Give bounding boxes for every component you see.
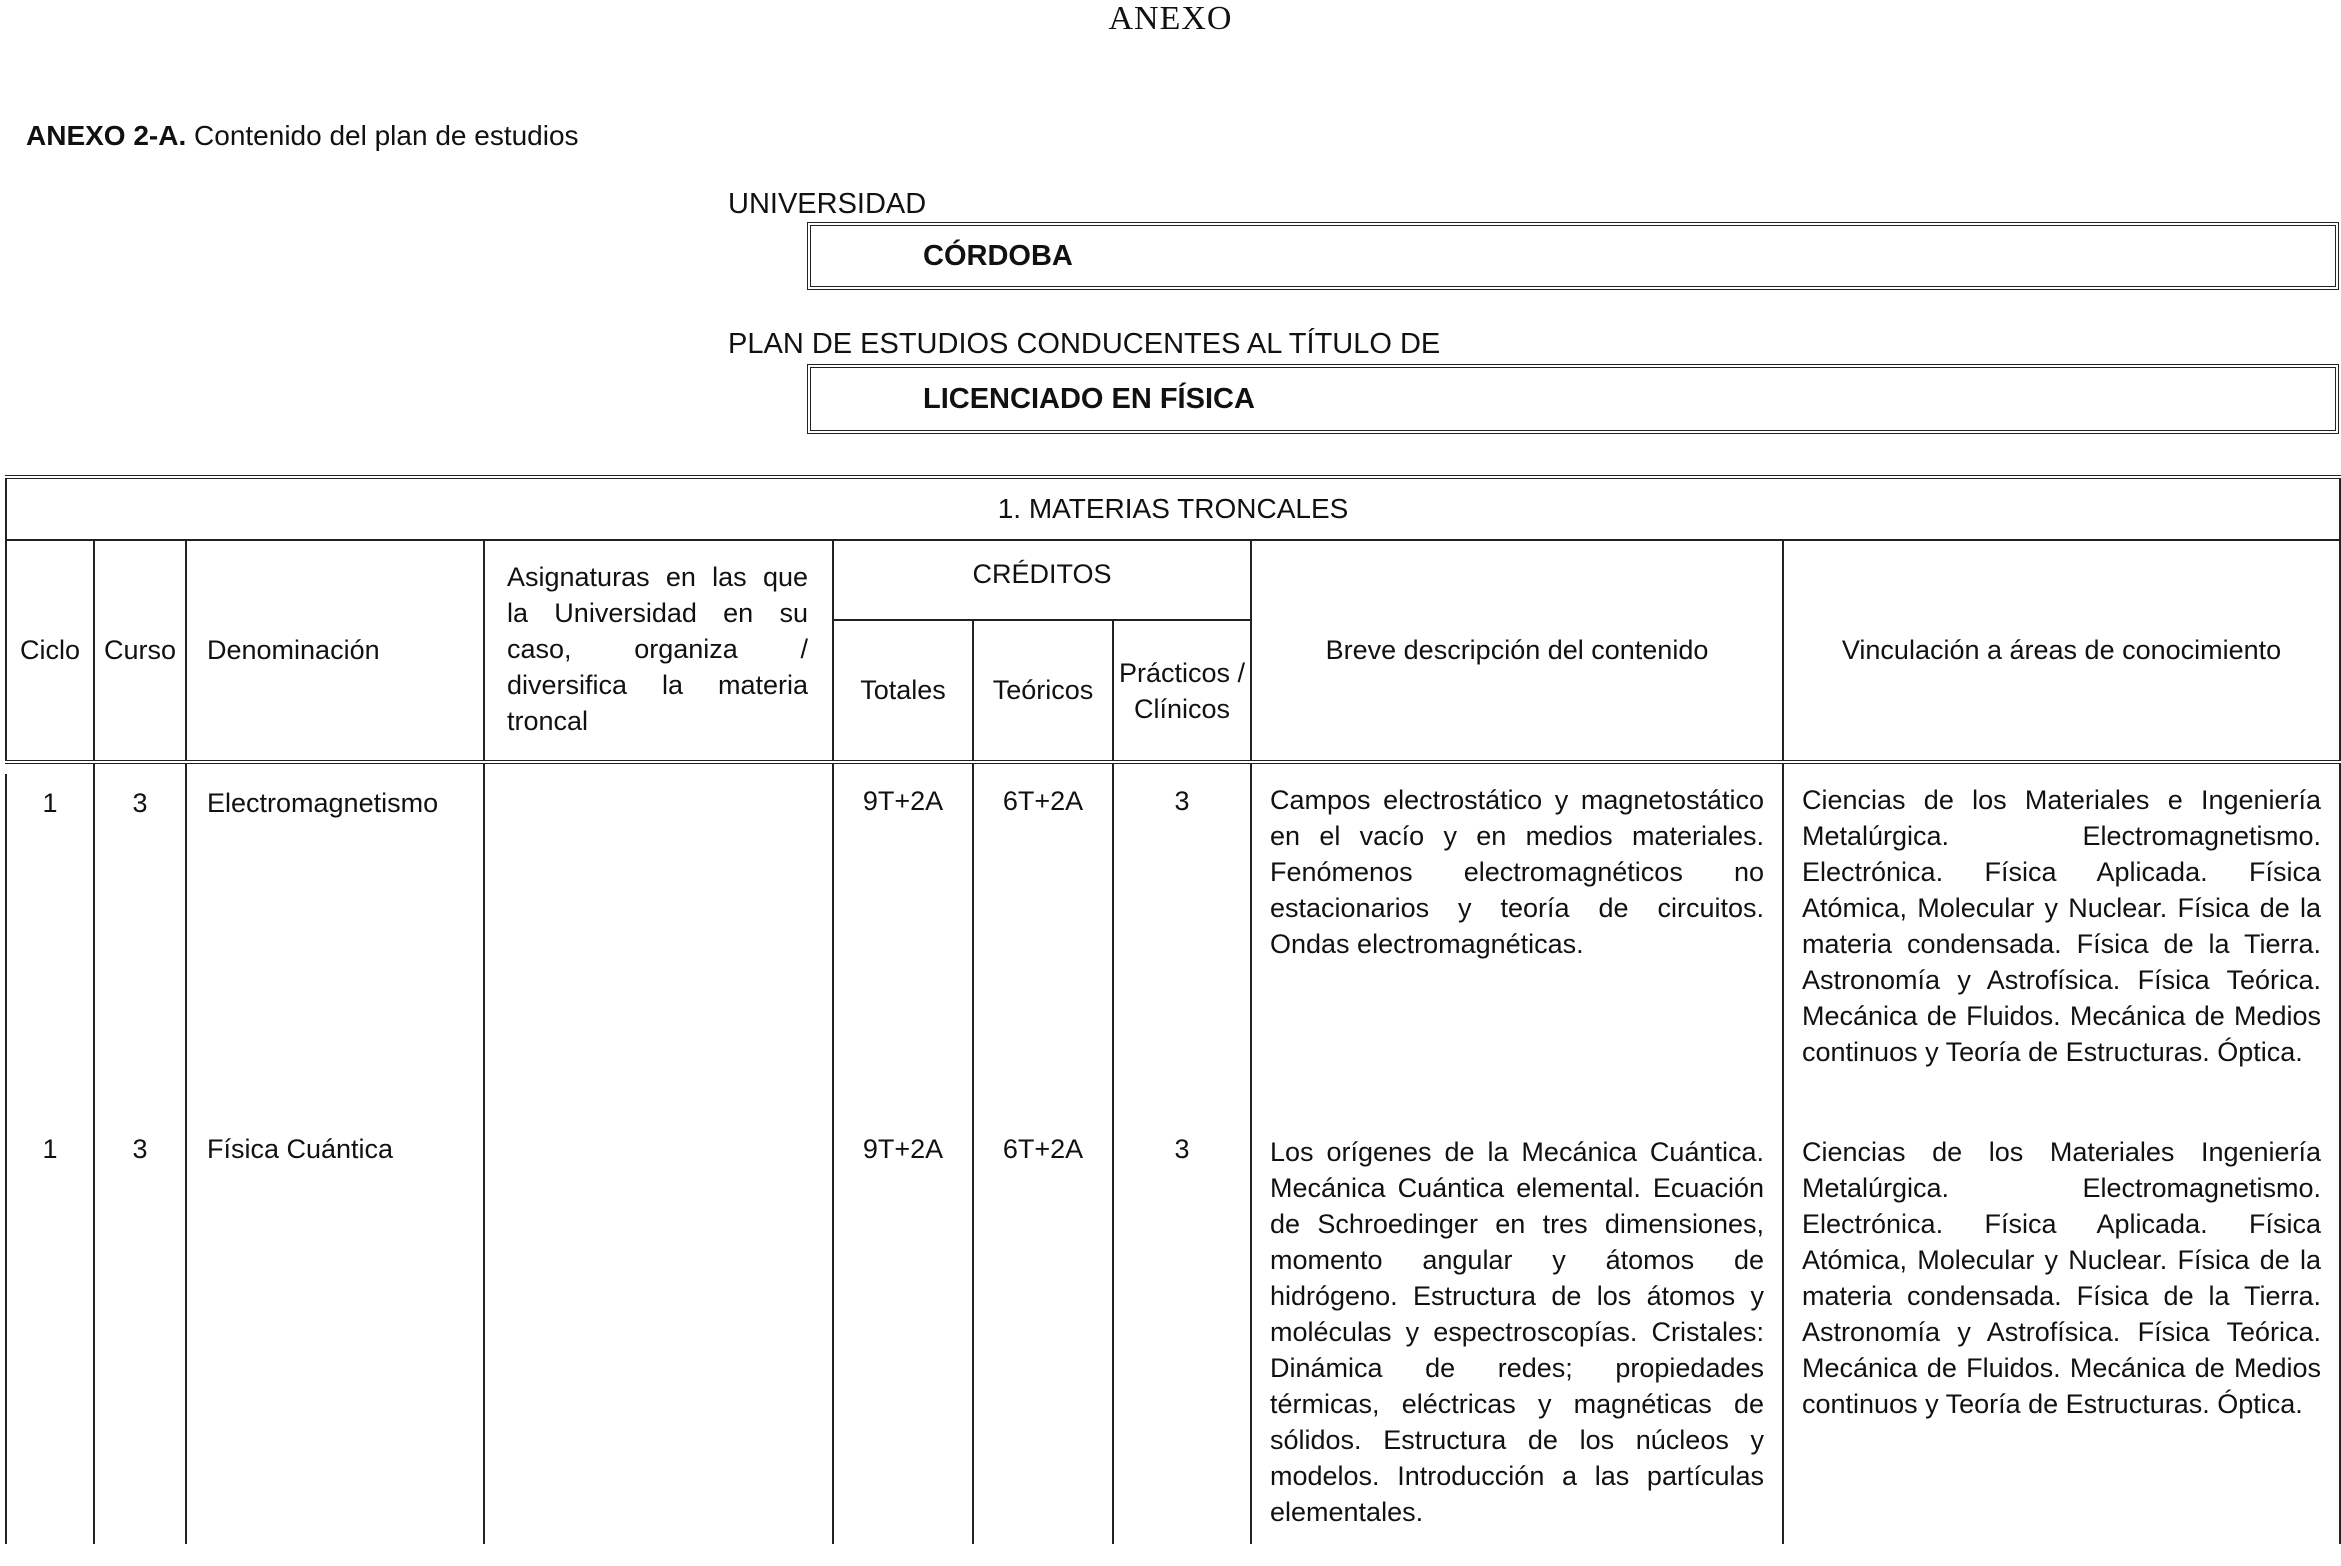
row-denominacion: Electromagnetismo [186,774,484,1134]
row-totales: 9T+2A [833,774,973,1134]
row-vinculacion: Ciencias de los Materiales e Ingeniería Metalúrgica. Electromagnetismo. Electrónica. Física Aplicada. Física Atómica, Molecular y Nuclear. Física de la materia condensada. Física de la Tierra. Astronomía y Astrofísica. Física Teórica. Mecánica de Fluidos. Mecánica de Medios continuos y Teoría de Estructuras. Óptica. [1783,774,2340,1134]
table-row [6,774,2340,1134]
row-totales: 9T+2A [833,1134,973,1544]
document-title: ANEXO [1108,0,1233,37]
row-descripcion: Campos electrostático y magnetostático en el vacío y en medios materiales. Fenómenos electromagnéticos no estacionarios y teoría de circuitos. Ondas electromagnéticas. [1251,774,1783,1134]
university-label: UNIVERSIDAD [728,188,927,220]
university-value: CÓRDOBA [923,239,1073,272]
table-row [6,1134,2340,1544]
header-practicos: Prácticos / Clínicos [1113,620,1251,762]
row-asignaturas [484,774,833,1134]
header-teoricos: Teóricos [973,620,1113,762]
university-box [807,222,2339,290]
header-ciclo: Ciclo [6,540,94,762]
header-asignaturas: Asignaturas en las que la Universidad en su caso, organiza / diversifica la materia troncal [484,540,833,762]
row-curso: 3 [94,774,186,1134]
row-vinculacion: Ciencias de los Materiales Ingeniería Metalúrgica. Electromagnetismo. Electrónica. Física Aplicada. Física Atómica, Molecular y Nuclear. Física de la materia condensada. Física de la Tierra. Astronomía y Astrofísica. Física Teórica. Mecánica de Fluidos. Mecánica de Medios continuos y Teoría de Estructuras. Óptica. [1783,1134,2340,1544]
row-teoricos: 6T+2A [973,1134,1113,1544]
table-title: 1. MATERIAS TRONCALES [6,477,2340,540]
header-creditos: CRÉDITOS [833,540,1251,620]
header-descripcion: Breve descripción del contenido [1251,540,1783,762]
annex-code: ANEXO 2-A. [26,120,187,151]
degree-value: LICENCIADO EN FÍSICA [923,382,1255,415]
row-practicos: 3 [1113,774,1251,1134]
degree-box [807,364,2339,434]
annex-text: Contenido del plan de estudios [194,120,579,151]
annex-subtitle [26,120,579,152]
row-descripcion: Los orígenes de la Mecánica Cuántica. Mecánica Cuántica elemental. Ecuación de Schroedinger en tres dimensiones, momento angular y átomos de hidrógeno. Estructura de los átomos y moléculas y espectroscopías. Cristales: Dinámica de redes; propiedades térmicas, eléctricas y magnéticas de sólidos. Estructura de los núcleos y modelos. Introducción a las partículas elementales. [1251,1134,1783,1544]
header-totales: Totales [833,620,973,762]
troncales-table [5,475,2341,1544]
row-asignaturas [484,1134,833,1544]
header-separator [6,762,2340,774]
header-curso: Curso [94,540,186,762]
header-vinculacion: Vinculación a áreas de conocimiento [1783,540,2340,762]
row-ciclo: 1 [6,1134,94,1544]
plan-label: PLAN DE ESTUDIOS CONDUCENTES AL TÍTULO DE [728,328,1441,360]
header-denominacion: Denominación [186,540,484,762]
row-teoricos: 6T+2A [973,774,1113,1134]
row-curso: 3 [94,1134,186,1544]
row-practicos: 3 [1113,1134,1251,1544]
row-denominacion: Física Cuántica [186,1134,484,1544]
row-ciclo: 1 [6,774,94,1134]
